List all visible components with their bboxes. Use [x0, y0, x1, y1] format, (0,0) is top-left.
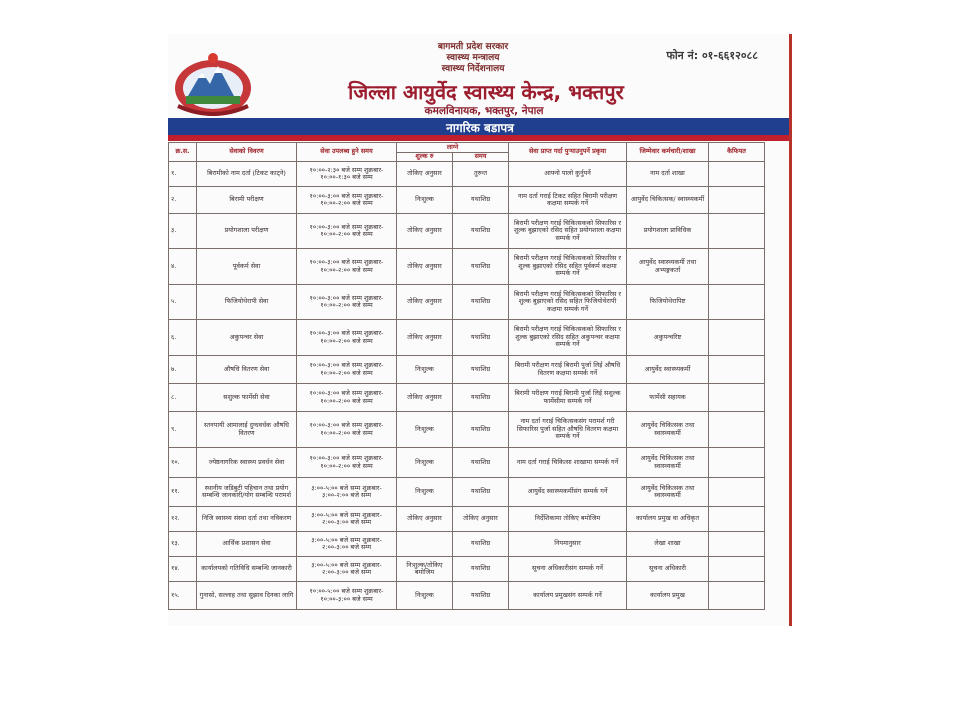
table-row — [169, 356, 765, 384]
cell-remarks — [709, 356, 765, 384]
cell-duration: यथाशिघ्र — [453, 214, 509, 249]
header-time: सेवा उपलब्ध हुने समय — [297, 143, 397, 162]
header-service: सेवाको विवरण — [197, 143, 297, 162]
cell-official: फिजियोथेरापिष्ट — [627, 285, 709, 320]
cell-time: ३:००-५:०० बजे सम्म शुक्रबार- २:००-३:०० बजे सम्म — [297, 557, 397, 582]
cell-remarks — [709, 249, 765, 285]
header-sn: क्र.स. — [169, 143, 197, 162]
table-row — [169, 412, 765, 448]
cell-remarks — [709, 448, 765, 478]
cell-official: आयुर्वेद चिकित्सक तथा स्वास्थ्यकर्मी — [627, 448, 709, 478]
cell-remarks — [709, 162, 765, 187]
cell-remarks — [709, 214, 765, 249]
cell-process: नाम दर्ता गराई चिकित्सकसंग परामर्श गरी सिफारिस पुर्जा सहित औषधि वितरण कक्षमा सम्पर्क गर्ने — [509, 412, 627, 448]
cell-service: ज्येष्ठनागरिक स्वास्थ्य प्रवर्धन सेवा — [197, 448, 297, 478]
cell-process: नियमानुसार — [509, 532, 627, 557]
cell-sn: ३. — [169, 214, 197, 249]
cell-sn: १०. — [169, 448, 197, 478]
cell-remarks — [709, 532, 765, 557]
header-remarks: कैफियत — [709, 143, 765, 162]
cell-remarks — [709, 478, 765, 507]
table-row — [169, 582, 765, 610]
charter-table — [168, 142, 765, 610]
cell-remarks — [709, 320, 765, 356]
cell-service: फिजियोथेरापी सेवा — [197, 285, 297, 320]
cell-sn: ११. — [169, 478, 197, 507]
cell-fee: तोकिए अनुसार — [397, 249, 453, 285]
ministry-name: स्वास्थ्य मन्त्रालय — [446, 53, 500, 63]
cell-service: कार्यालयको गतिविधि सम्बन्धि जानकारी — [197, 557, 297, 582]
cell-sn: ५. — [169, 285, 197, 320]
cell-official: आयुर्वेद चिकित्सक तथा स्वास्थ्यकर्मी — [627, 478, 709, 507]
header-fee: शुल्क रु — [397, 153, 453, 162]
cell-sn: १२. — [169, 507, 197, 532]
cell-official: कार्यालय प्रमुख — [627, 582, 709, 610]
cell-service: प्रयोगशाला परीक्षण — [197, 214, 297, 249]
cell-sn: २. — [169, 187, 197, 214]
cell-fee: तोकिए अनुसार — [397, 320, 453, 356]
cell-duration: यथाशिघ्र — [453, 448, 509, 478]
cell-remarks — [709, 384, 765, 412]
cell-process: निर्देशिकामा तोकिए बमोजिम — [509, 507, 627, 532]
cell-remarks — [709, 582, 765, 610]
table-row — [169, 320, 765, 356]
cell-duration: यथाशिघ्र — [453, 187, 509, 214]
cell-time: १०:००-३:०० बजे सम्म शुक्रबार- १०:००-२:०० बजे सम्म — [297, 320, 397, 356]
cell-sn: १३. — [169, 532, 197, 557]
cell-time: ३:००-५:०० बजे सम्म शुक्रबार- २:००-३:०० बजे सम्म — [297, 507, 397, 532]
cell-fee: तोकिए अनुसार — [397, 285, 453, 320]
cell-fee: तोकिए अनुसार — [397, 384, 453, 412]
cell-fee: निःशुल्क — [397, 478, 453, 507]
cell-time: १०:००-३:०० बजे सम्म शुक्रबार- १०:००-२:०० बजे सम्म — [297, 249, 397, 285]
cell-time: १०:००-३:०० बजे सम्म शुक्रबार- १०:००-२:०० बजे सम्म — [297, 214, 397, 249]
table-row — [169, 507, 765, 532]
table-row — [169, 557, 765, 582]
cell-fee: निःशुल्क — [397, 412, 453, 448]
cell-service: गुनासो, सल्लाह तथा सुझाव दिनका लागि — [197, 582, 297, 610]
cell-fee: निःशुल्क — [397, 187, 453, 214]
cell-fee: निःशुल्क — [397, 448, 453, 478]
cell-sn: ७. — [169, 356, 197, 384]
cell-official: प्रयोगशाला प्राविधिक — [627, 214, 709, 249]
cell-fee: तोकिए अनुसार — [397, 214, 453, 249]
table-row — [169, 448, 765, 478]
cell-process: आयुर्वेद स्वास्थ्यकर्मीसंग सम्पर्क गर्ने — [509, 478, 627, 507]
province-name: बागमती प्रदेश सरकार — [437, 42, 509, 52]
cell-duration: यथाशिघ्र — [453, 532, 509, 557]
table-row — [169, 249, 765, 285]
cell-official: आयुर्वेद चिकित्सक तथा स्वास्थ्यकर्मी — [627, 412, 709, 448]
cell-process: बिरामी परीक्षण गराई चिकित्सकको सिफारिस र शुल्क बुझाएको रसिद सहित फिजियोथेरापी कक्षमा सम्पर्क गर्ने — [509, 285, 627, 320]
cell-service: सशुल्क फार्मेसी सेवा — [197, 384, 297, 412]
cell-service: औषधि वितरण सेवा — [197, 356, 297, 384]
cell-service: अकुपन्चर सेवा — [197, 320, 297, 356]
banner-title: नागरिक बडापत्र — [446, 121, 514, 135]
charter-banner — [168, 118, 792, 135]
cell-duration: यथाशिघ्र — [453, 384, 509, 412]
header-process: सेवा प्राप्त गर्दा पुऱ्याउनुपर्ने प्रकृया — [509, 143, 627, 162]
cell-duration: तुरुन्त — [453, 162, 509, 187]
cell-sn: ९. — [169, 412, 197, 448]
cell-remarks — [709, 285, 765, 320]
cell-fee: निःशुल्क — [397, 356, 453, 384]
cell-sn: ४. — [169, 249, 197, 285]
cell-fee: निःशुल्क — [397, 582, 453, 610]
office-title: जिल्ला आयुर्वेद स्वास्थ्य केन्द्र, भक्तपुर — [348, 80, 624, 104]
cell-process: बिरामी परीक्षण गराई चिकित्सकको सिफारिस र शुल्क बुझाएको रसिद सहित प्रयोगशाला कक्षमा सम्पर्क गर्ने — [509, 214, 627, 249]
cell-process: बिरामी परीक्षण गराई बिरामी पुर्जा लिई औषधि वितरण कक्षमा सम्पर्क गर्ने — [509, 356, 627, 384]
cell-fee: तोकिए अनुसार — [397, 507, 453, 532]
cell-service: पूर्वकर्म सेवा — [197, 249, 297, 285]
cell-time: १०:००-२:३० बजे सम्म शुक्रबार- १०:००-१:३० बजे सम्म — [297, 162, 397, 187]
charter-table-body — [169, 162, 765, 610]
directorate-name: स्वास्थ्य निर्देशनालय — [441, 64, 505, 74]
table-row — [169, 285, 765, 320]
cell-service: स्तनपायी आमालाई दुग्धवर्धक औषधि वितरण — [197, 412, 297, 448]
cell-duration: यथाशिघ्र — [453, 356, 509, 384]
table-row — [169, 384, 765, 412]
header-official: जिम्मेवार कर्मचारी/शाखा — [627, 143, 709, 162]
cell-time: १०:००-३:०० बजे सम्म शुक्रबार- १०:००-२:०० बजे सम्म — [297, 448, 397, 478]
cell-sn: ८. — [169, 384, 197, 412]
government-emblem-icon — [170, 48, 256, 118]
office-address: कमलविनायक, भक्तपुर, नेपाल — [424, 105, 544, 117]
cell-time: १०:००-३:०० बजे सम्म शुक्रबार- १०:००-२:०० बजे सम्म — [297, 187, 397, 214]
charter-header — [168, 34, 792, 118]
cell-process: बिरामी परीक्षण गराई चिकित्सकको सिफारिस र शुल्क बुझाएको रसिद सहित अकुपन्चर कक्षमा सम्पर्क गर्ने — [509, 320, 627, 356]
cell-service: बिरामीको नाम दर्ता (टिकट काट्ने) — [197, 162, 297, 187]
cell-time: १०:००-३:०० बजे सम्म शुक्रबार- १०:००-२:०० बजे सम्म — [297, 384, 397, 412]
phone-number: फोन नं: ०१-६६१२०८८ — [666, 49, 758, 62]
cell-duration: यथाशिघ्र — [453, 557, 509, 582]
cell-official: आयुर्वेद चिकित्सक/ स्वास्थ्यकर्मी — [627, 187, 709, 214]
cell-sn: ६. — [169, 320, 197, 356]
cell-duration: यथाशिघ्र — [453, 320, 509, 356]
cell-time: १०:००-३:०० बजे सम्म शुक्रबार- १०:००-२:०० बजे सम्म — [297, 285, 397, 320]
table-row — [169, 478, 765, 507]
table-row — [169, 162, 765, 187]
cell-remarks — [709, 187, 765, 214]
cell-fee — [397, 532, 453, 557]
cell-time: १०:००-३:०० बजे सम्म शुक्रबार- १०:००-२:०० बजे सम्म — [297, 356, 397, 384]
cell-fee: निःशुल्क/तोकिए बमोजिम — [397, 557, 453, 582]
cell-duration: यथाशिघ्र — [453, 582, 509, 610]
cell-process: आफ्नो पालो कुर्नुपर्ने — [509, 162, 627, 187]
cell-service: स्थानीय जडिबुटी पहिचान तथा प्रयोग सम्बन्धि जानकारी/योग सम्बन्धि परामर्श — [197, 478, 297, 507]
cell-process: बिरामी परीक्षण गराई चिकित्सकको सिफारिस र शुल्क बुझाएको रसिद सहित पूर्वकर्म कक्षमा सम्पर्क गर्ने — [509, 249, 627, 285]
cell-process: नाम दर्ता गराई टिकट सहित बिरामी परीक्षण कक्षमा सम्पर्क गर्ने — [509, 187, 627, 214]
cell-sn: १४. — [169, 557, 197, 582]
cell-sn: १५. — [169, 582, 197, 610]
cell-process: बिरामी परीक्षण गराई बिरामी पुर्जा लिई सशुल्क फार्मेसीमा सम्पर्क गर्ने — [509, 384, 627, 412]
table-row — [169, 532, 765, 557]
cell-service: निजि स्वास्थ्य संस्था दर्ता तथा नविकरण — [197, 507, 297, 532]
cell-official: लेखा शाखा — [627, 532, 709, 557]
cell-duration: तोकिए अनुसार — [453, 507, 509, 532]
cell-time: १०:००-३:०० बजे सम्म शुक्रबार- १०:००-२:०० बजे सम्म — [297, 412, 397, 448]
cell-official: अकुपन्चरिष्ट — [627, 320, 709, 356]
cell-official: फार्मेसी सहायक — [627, 384, 709, 412]
table-row — [169, 214, 765, 249]
cell-process: नाम दर्ता गराई चिकित्सा शाखामा सम्पर्क गर्ने — [509, 448, 627, 478]
cell-duration: यथाशिघ्र — [453, 478, 509, 507]
table-header-row — [169, 143, 765, 153]
cell-official: नाम दर्ता शाखा — [627, 162, 709, 187]
citizen-charter-board — [168, 34, 792, 626]
cell-service: बिरामी परीक्षण — [197, 187, 297, 214]
cell-remarks — [709, 412, 765, 448]
cell-official: आयुर्वेद स्वास्थ्यकर्मी — [627, 356, 709, 384]
cell-fee: तोकिए अनुसार — [397, 162, 453, 187]
cell-service: आर्थिक प्रशासन सेवा — [197, 532, 297, 557]
cell-official: आयुर्वेद स्वास्थ्यकर्मी तथा अभ्यङ्गकर्ता — [627, 249, 709, 285]
cell-process: सूचना अधिकारीसंग सम्पर्क गर्ने — [509, 557, 627, 582]
cell-time: ३:००-५:०० बजे सम्म शुक्रबार- २:००-३:०० बजे सम्म — [297, 532, 397, 557]
header-cost: लाग्ने — [397, 143, 509, 153]
cell-process: कार्यालय प्रमुखसंग सम्पर्क गर्ने — [509, 582, 627, 610]
cell-remarks — [709, 507, 765, 532]
cell-duration: यथाशिघ्र — [453, 412, 509, 448]
cell-duration: यथाशिघ्र — [453, 249, 509, 285]
cell-remarks — [709, 557, 765, 582]
accent-line — [168, 135, 792, 141]
cell-time: १०:००-५:०० बजे सम्म शुक्रबार- १०:००-३:०० बजे सम्म — [297, 582, 397, 610]
header-duration: समय — [453, 153, 509, 162]
cell-time: ३:००-५:०० बजे सम्म शुक्रबार- ३:००-२:०० बजे सम्म — [297, 478, 397, 507]
cell-official: कार्यालय प्रमुख वा अधिकृत — [627, 507, 709, 532]
cell-duration: यथाशिघ्र — [453, 285, 509, 320]
cell-official: सूचना अधिकारी — [627, 557, 709, 582]
cell-sn: १. — [169, 162, 197, 187]
table-row — [169, 187, 765, 214]
